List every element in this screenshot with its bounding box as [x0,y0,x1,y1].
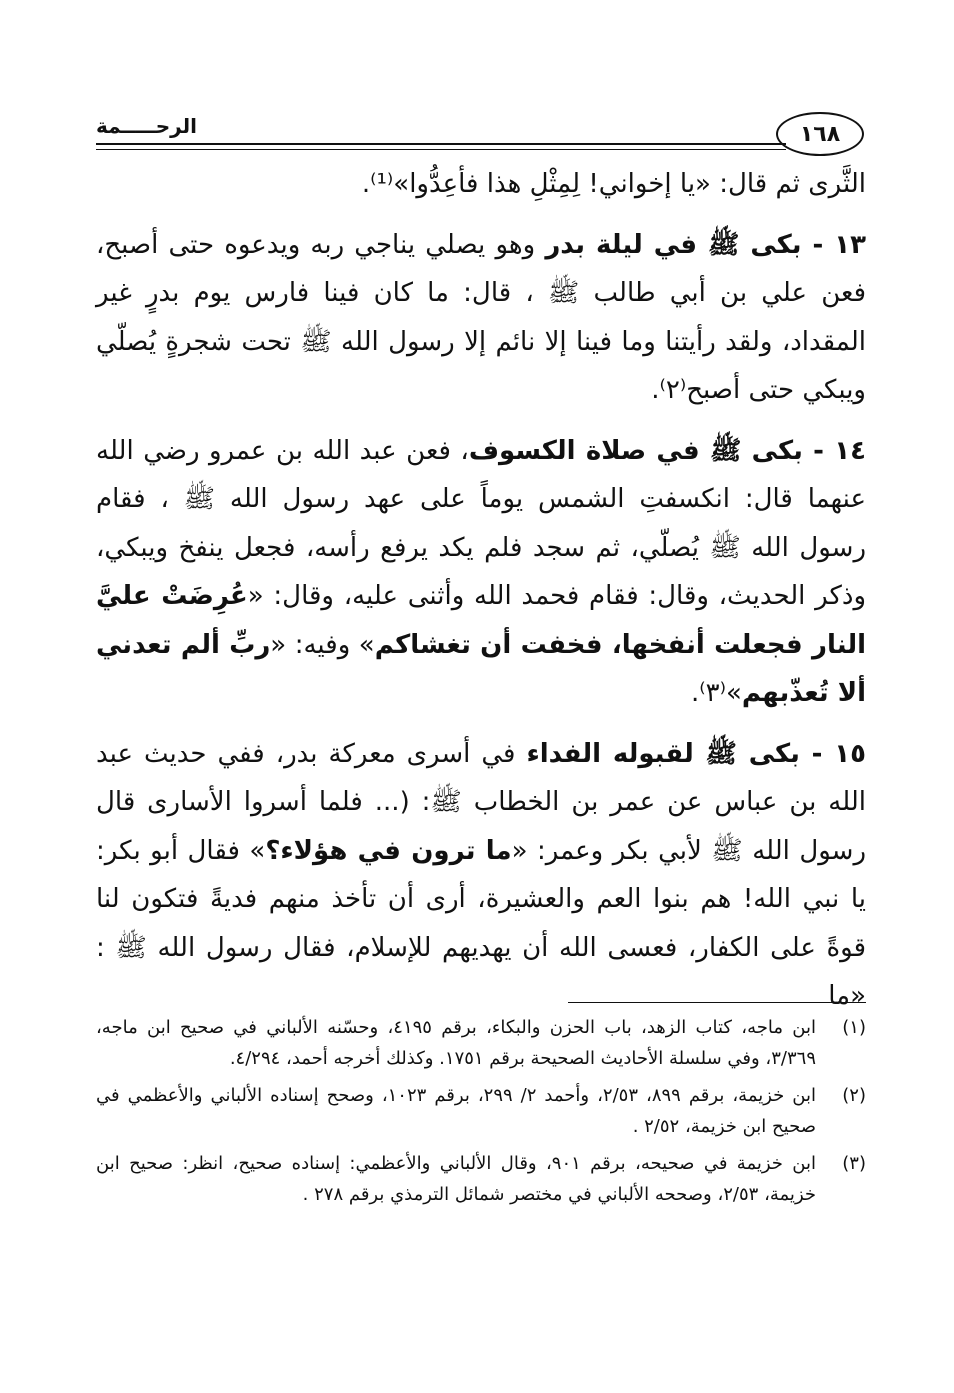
hadith-quote: ربِّ ألم تعدني ألا تُعذّبهم [96,629,866,708]
footnote-1 [96,1012,866,1074]
hadith-quote: عُرِضَتْ عليَّ النار فجعلت أنفخها، فخفت أن تغشاكم [96,581,866,660]
paragraph-heading: ١٥ - بكى ﷺ لقبوله الفداء [526,738,866,769]
paragraph-heading: ١٤ - بكى ﷺ في صلاة الكسوف [468,435,866,466]
paragraph-heading: ١٣ - بكى ﷺ في ليلة بدر [545,229,866,260]
footnote-number: (٢) [842,1085,866,1106]
footnote-number: (٣) [842,1153,866,1174]
footnote-2 [96,1080,866,1142]
page-number: ١٦٨ [776,112,864,156]
paragraph-text: » فقال أبو بكر: يا نبي الله! هم بنوا العم والعشيرة، أرى أن تأخذ منهم فديةً فتكون لنا قوةً على الكفار، فعسى الله أن يهديهم للإسلام، فقال رسول الله ﷺ : «ما [96,835,866,1011]
paragraph-text: ، فعن عبد الله بن عمرو رضي الله عنهما قال: انكسفتِ الشمس يوماً على عهد رسول الله ﷺ ، فقام رسول الله ﷺ يُصلّي، ثم سجد فلم يكد يرفع رأسه، فجعل ينفخ ويبكي، وذكر الحديث، وقال: فقام فحمد الله وأثنى عليه، وقال: « [96,435,866,611]
footnotes [96,1012,866,1216]
footnote-text: ابن خزيمة، برقم ٨٩٩، ٢/٥٣، وأحمد ٢/ ٢٩٩، برقم ١٠٢٣، وصحح إسناده الألباني والأعظمي في صحيح ابن خزيمة، ٢/٥٢ . [96,1085,817,1137]
header-rule-thin [96,149,786,150]
header-rule [96,143,786,145]
paragraph-text: » وفيه: « [270,629,375,660]
paragraph-text: في أسرى معركة بدر، ففي حديث عبد الله بن عباس عن عمر بن الخطاب ﷺ: (... فلما أسروا الأسارى قال رسول الله ﷺ لأبي بكر وعمر: « [96,738,867,866]
page-header [96,112,864,158]
main-text [96,160,866,1021]
paragraph-15 [96,730,866,1021]
paragraph-text: الثَّرى ثم قال: «يا إخواني! لِمِثْلِ هذا فأعِدُّوا»⁽¹⁾. [361,169,866,199]
running-title: الرحـــــمة [96,114,197,138]
paragraph-text: وهو يصلي يناجي ربه ويدعوه حتى أصبح، فعن علي بن أبي طالب ﷺ ، قال: ما كان فينا فارس يوم بدرٍ غير المقداد، ولقد رأيتنا وما فينا إلا نائم إلا رسول الله ﷺ تحت شجرةٍ يُصلّي ويبكي حتى أصبح⁽٢⁾. [96,229,866,405]
footnote-separator [568,1002,866,1003]
paragraph-text: »⁽٣⁾. [690,678,742,708]
paragraph-13 [96,221,866,415]
hadith-quote: ما ترون في هؤلاء؟ [265,835,512,866]
footnote-text: ابن خزيمة في صحيحه، برقم ٩٠١، وقال الألباني والأعظمي: إسناده صحيح، انظر: صحيح ابن خزيمة، ٢/٥٣، وصححه الألباني في مختصر شمائل الترمذي برقم ٢٧٨ . [96,1153,816,1205]
paragraph-14 [96,427,866,718]
paragraph-continuation [96,160,866,209]
footnote-number: (١) [842,1017,866,1038]
footnote-3 [96,1148,866,1210]
footnote-text: ابن ماجه، كتاب الزهد، باب الحزن والبكاء، برقم ٤١٩٥، وحسّنه الألباني في صحيح ابن ماجه، ٣/٣٦٩، وفي سلسلة الأحاديث الصحيحة برقم ١٧٥١. وكذلك أخرجه أحمد، ٤/٢٩٤. [96,1017,816,1069]
